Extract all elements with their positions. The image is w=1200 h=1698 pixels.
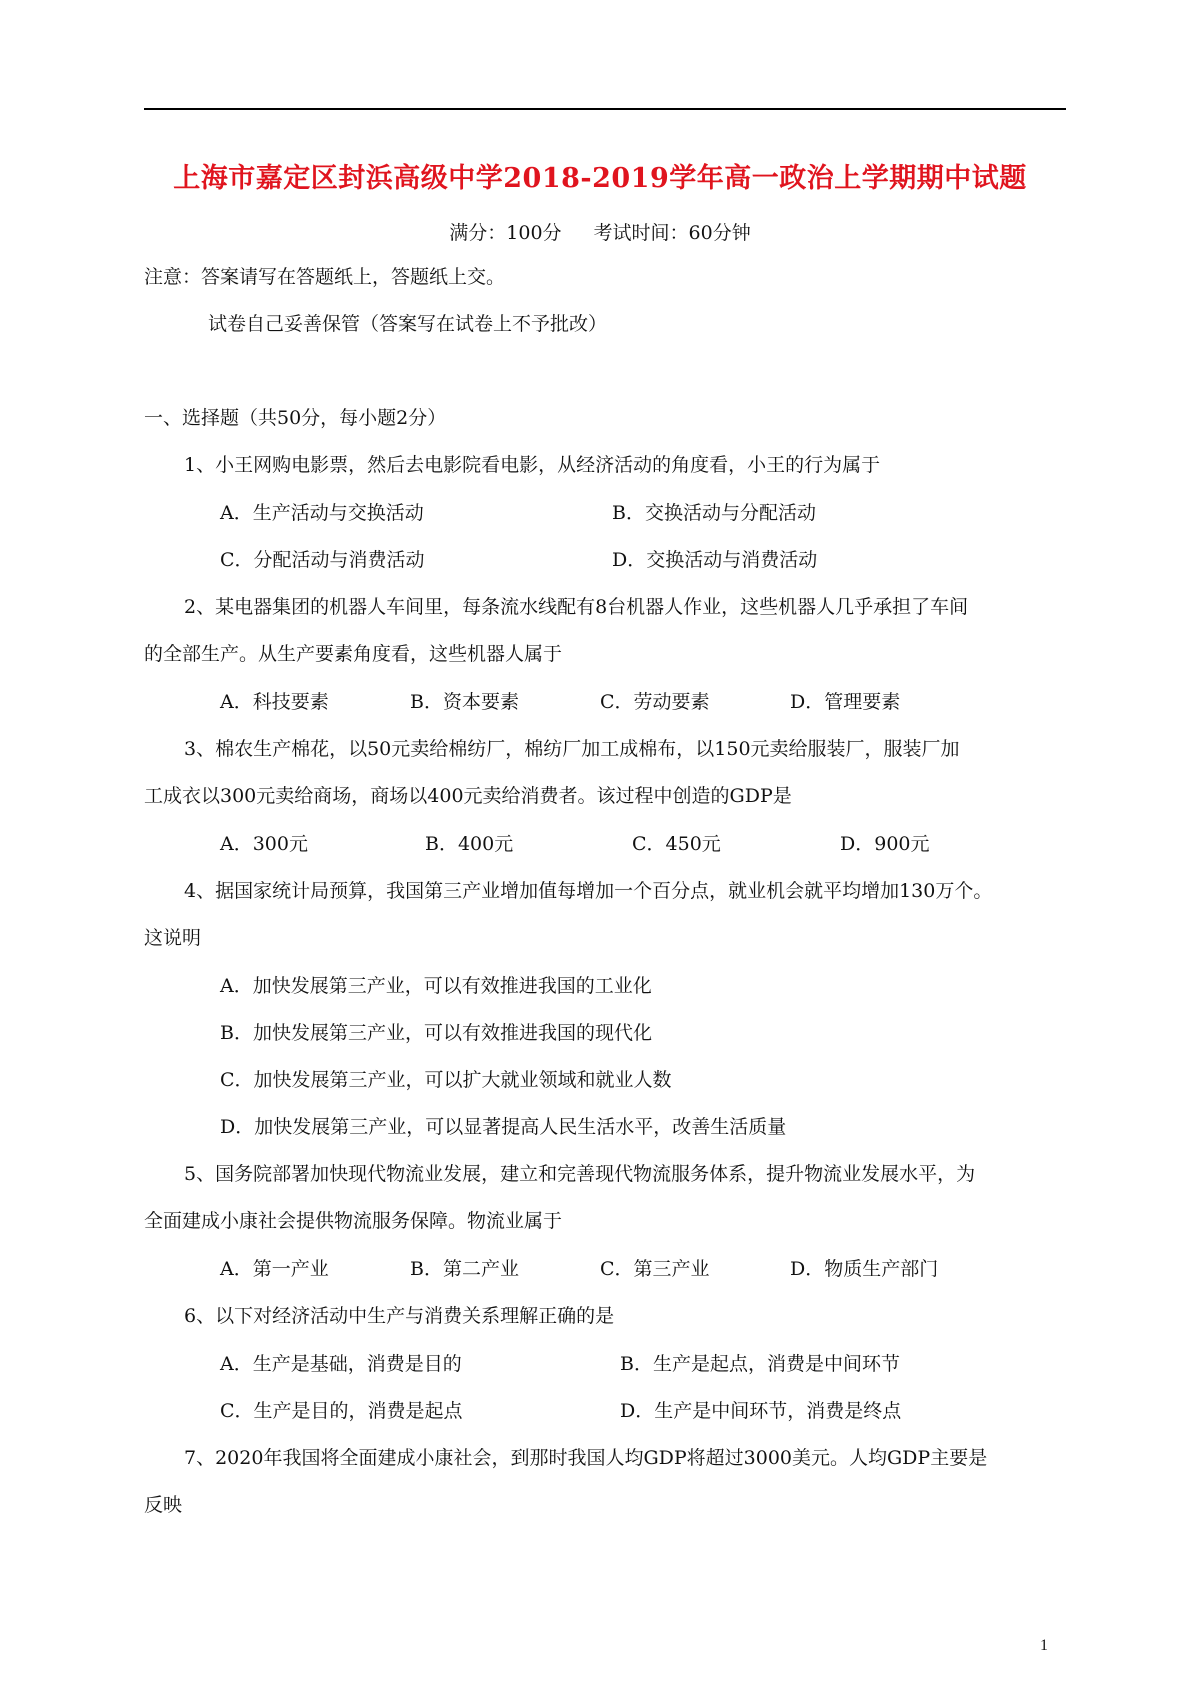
question-1-option-d: D．交换活动与消费活动 (612, 549, 818, 571)
full-score: 满分：100分 (449, 222, 562, 244)
question-5-stem-line-1: 5、国务院部署加快现代物流业发展，建立和完善现代物流服务体系，提升物流业发展水平，为 (184, 1163, 976, 1185)
question-3-option-c: C．450元 (632, 833, 721, 855)
question-5-option-b: B．第二产业 (410, 1258, 519, 1280)
exam-time: 考试时间：60分钟 (593, 222, 751, 244)
question-6-stem: 6、以下对经济活动中生产与消费关系理解正确的是 (184, 1305, 615, 1327)
question-4-option-c: C．加快发展第三产业，可以扩大就业领域和就业人数 (220, 1069, 672, 1091)
question-3-stem-line-2: 工成衣以300元卖给商场，商场以400元卖给消费者。该过程中创造的GDP是 (144, 785, 792, 807)
question-6-option-b: B．生产是起点，消费是中间环节 (620, 1353, 900, 1375)
question-6-option-d: D．生产是中间环节，消费是终点 (620, 1400, 902, 1422)
note-line-1: 注意：答案请写在答题纸上，答题纸上交。 (144, 266, 506, 288)
header-rule (144, 108, 1066, 110)
question-2-option-a: A．科技要素 (220, 691, 329, 713)
question-7-stem-line-1: 7、2020年我国将全面建成小康社会，到那时我国人均GDP将超过3000美元。人均GDP主要是 (184, 1447, 988, 1469)
question-4-option-b: B．加快发展第三产业，可以有效推进我国的现代化 (220, 1022, 652, 1044)
question-1-option-c: C．分配活动与消费活动 (220, 549, 425, 571)
question-3-stem-line-1: 3、棉农生产棉花，以50元卖给棉纺厂，棉纺厂加工成棉布，以150元卖给服装厂，服装厂加 (184, 738, 960, 760)
section-heading: 一、选择题（共50分，每小题2分） (144, 407, 447, 429)
question-5-option-d: D．物质生产部门 (790, 1258, 939, 1280)
question-4-option-a: A．加快发展第三产业，可以有效推进我国的工业化 (220, 975, 652, 997)
question-2-stem-line-1: 2、某电器集团的机器人车间里，每条流水线配有8台机器人作业，这些机器人几乎承担了车间 (184, 596, 969, 618)
question-5-option-a: A．第一产业 (220, 1258, 329, 1280)
question-1-stem: 1、小王网购电影票，然后去电影院看电影，从经济活动的角度看，小王的行为属于 (184, 454, 881, 476)
question-6-option-c: C．生产是目的，消费是起点 (220, 1400, 463, 1422)
question-5-option-c: C．第三产业 (600, 1258, 710, 1280)
question-4-stem-line-2: 这说明 (144, 927, 202, 949)
question-3-option-d: D．900元 (840, 833, 930, 855)
question-2-option-b: B．资本要素 (410, 691, 519, 713)
question-3-option-b: B．400元 (425, 833, 514, 855)
question-4-option-d: D．加快发展第三产业，可以显著提高人民生活水平，改善生活质量 (220, 1116, 787, 1138)
question-2-stem-line-2: 的全部生产。从生产要素角度看，这些机器人属于 (144, 643, 563, 665)
question-2-option-c: C．劳动要素 (600, 691, 710, 713)
exam-title: 上海市嘉定区封浜高级中学2018-2019学年高一政治上学期期中试题 (173, 163, 1027, 194)
question-4-stem-line-1: 4、据国家统计局预算，我国第三产业增加值每增加一个百分点，就业机会就平均增加130万个。 (184, 880, 993, 902)
question-2-option-d: D．管理要素 (790, 691, 901, 713)
question-5-stem-line-2: 全面建成小康社会提供物流服务保障。物流业属于 (144, 1210, 563, 1232)
page-number: 1 (1040, 1637, 1048, 1654)
question-3-option-a: A．300元 (220, 833, 308, 855)
exam-info (0, 218, 1200, 245)
question-7-stem-line-2: 反映 (144, 1494, 183, 1516)
question-1-option-b: B．交换活动与分配活动 (612, 502, 816, 524)
question-1-option-a: A．生产活动与交换活动 (220, 502, 424, 524)
note-line-2: 试卷自己妥善保管（答案写在试卷上不予批改） (208, 313, 608, 335)
question-6-option-a: A．生产是基础，消费是目的 (220, 1353, 462, 1375)
